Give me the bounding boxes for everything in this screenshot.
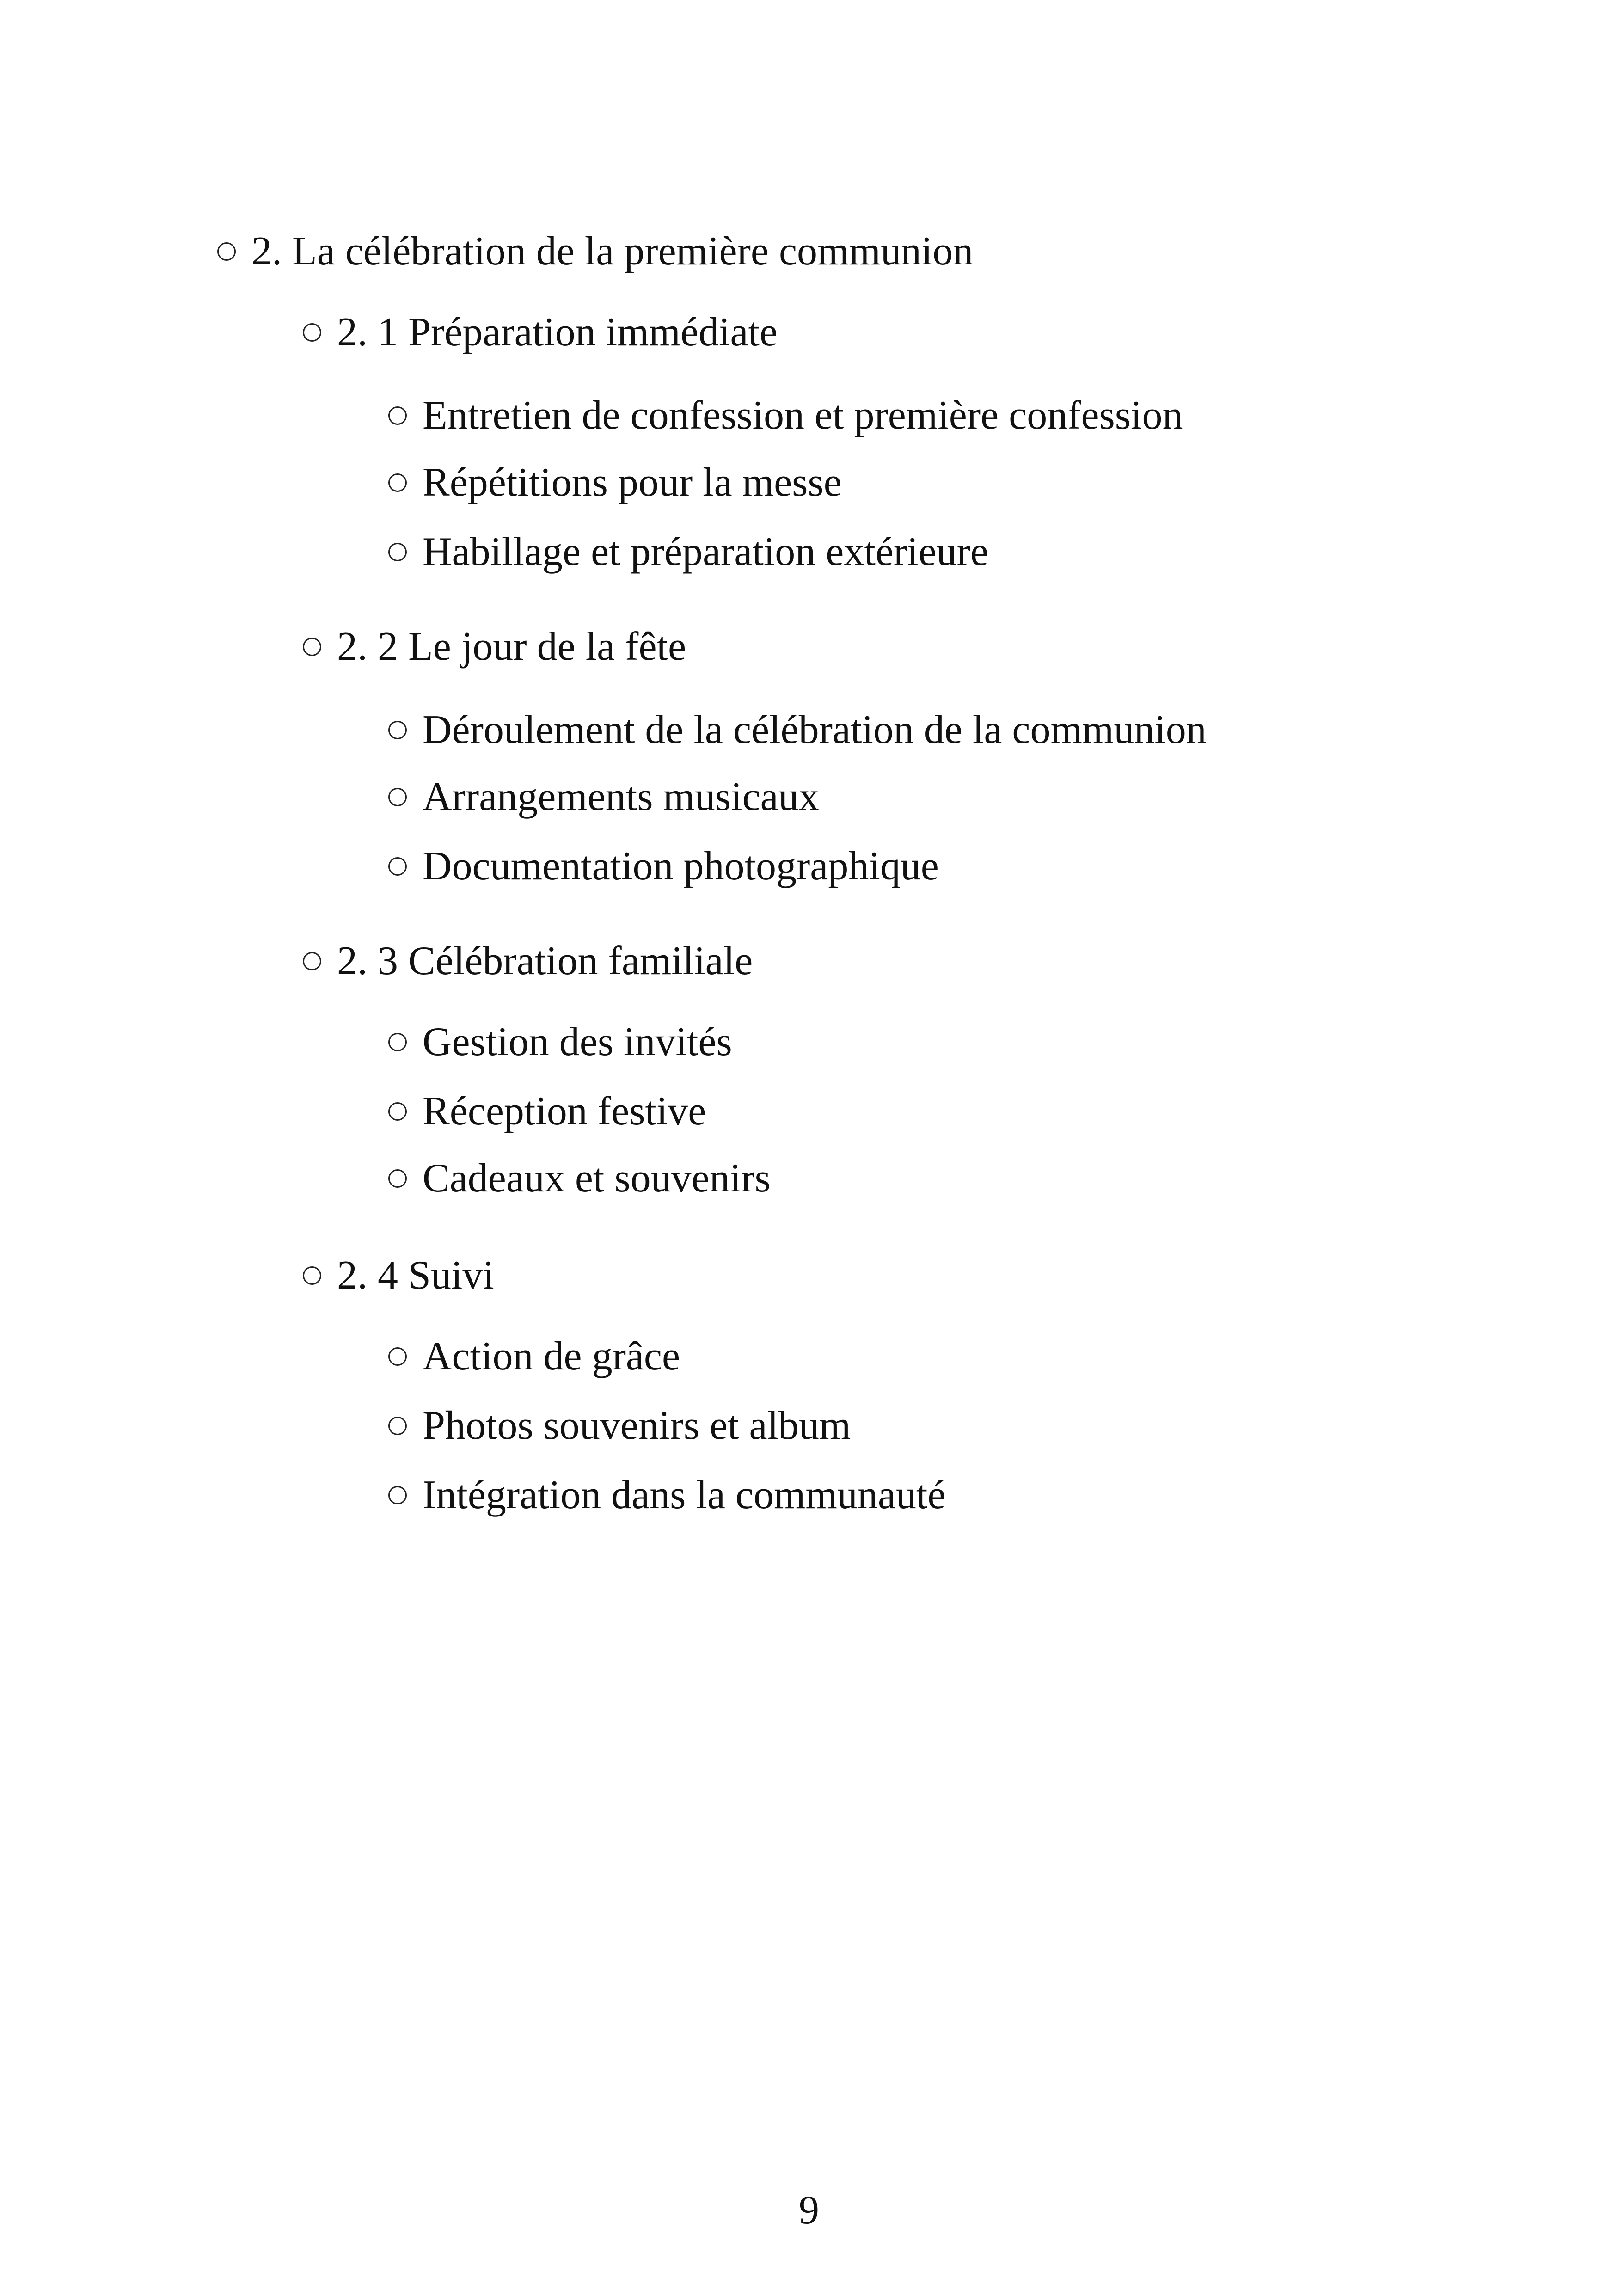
outline-title-row [217, 231, 973, 272]
section-heading-row [303, 941, 753, 982]
list-item [388, 1336, 680, 1377]
list-item-text: Arrangements musicaux [423, 774, 819, 819]
hollow-bullet-icon [388, 543, 407, 561]
section-heading-row [303, 626, 686, 667]
section-heading: 2. 4 Suivi [337, 1253, 494, 1298]
list-item-text: Documentation photographique [423, 844, 939, 889]
list-item [388, 707, 1207, 752]
hollow-bullet-icon [303, 952, 321, 970]
hollow-bullet-icon [303, 638, 321, 656]
list-item-text: Gestion des invités [423, 1019, 732, 1064]
list-item [388, 1403, 851, 1448]
hollow-bullet-icon [388, 1347, 407, 1366]
list-item-text: Réception festive [423, 1089, 706, 1134]
list-item [388, 846, 939, 887]
section-heading: 2. 1 Préparation immédiate [337, 310, 778, 355]
hollow-bullet-icon [388, 1486, 407, 1504]
list-item-text: Action de grâce [423, 1334, 680, 1379]
page-number: 9 [799, 2188, 819, 2233]
list-item-text: Entretien de confession et première confession [423, 393, 1183, 438]
hollow-bullet-icon [388, 1033, 407, 1051]
section-heading: 2. 2 Le jour de la fête [337, 624, 686, 669]
hollow-bullet-icon [388, 857, 407, 876]
section-heading-row [303, 312, 778, 353]
hollow-bullet-icon [388, 406, 407, 425]
hollow-bullet-icon [303, 1266, 321, 1285]
hollow-bullet-icon [388, 1169, 407, 1188]
list-item-text: Cadeaux et souvenirs [423, 1156, 771, 1201]
list-item [388, 1475, 945, 1516]
hollow-bullet-icon [388, 721, 407, 739]
list-item-text: Déroulement de la célébration de la communion [423, 707, 1207, 752]
list-item [388, 529, 989, 574]
section-heading: 2. 3 Célébration familiale [337, 939, 753, 983]
list-item-text: Répétitions pour la messe [423, 460, 842, 505]
hollow-bullet-icon [388, 788, 407, 806]
list-item [388, 774, 819, 819]
hollow-bullet-icon [217, 242, 236, 261]
list-item-text: Habillage et préparation extérieure [423, 529, 989, 574]
list-item [388, 1019, 732, 1064]
list-item-text: Photos souvenirs et album [423, 1403, 851, 1448]
hollow-bullet-icon [303, 323, 321, 342]
hollow-bullet-icon [388, 1417, 407, 1435]
section-heading-row [303, 1255, 494, 1296]
hollow-bullet-icon [388, 473, 407, 492]
list-item [388, 1091, 706, 1132]
outline-title: 2. La célébration de la première communion [251, 229, 974, 274]
list-item [388, 1158, 771, 1199]
hollow-bullet-icon [388, 1102, 407, 1121]
list-item-text: Intégration dans la communauté [423, 1473, 946, 1517]
list-item [388, 462, 842, 503]
list-item [388, 395, 1183, 436]
